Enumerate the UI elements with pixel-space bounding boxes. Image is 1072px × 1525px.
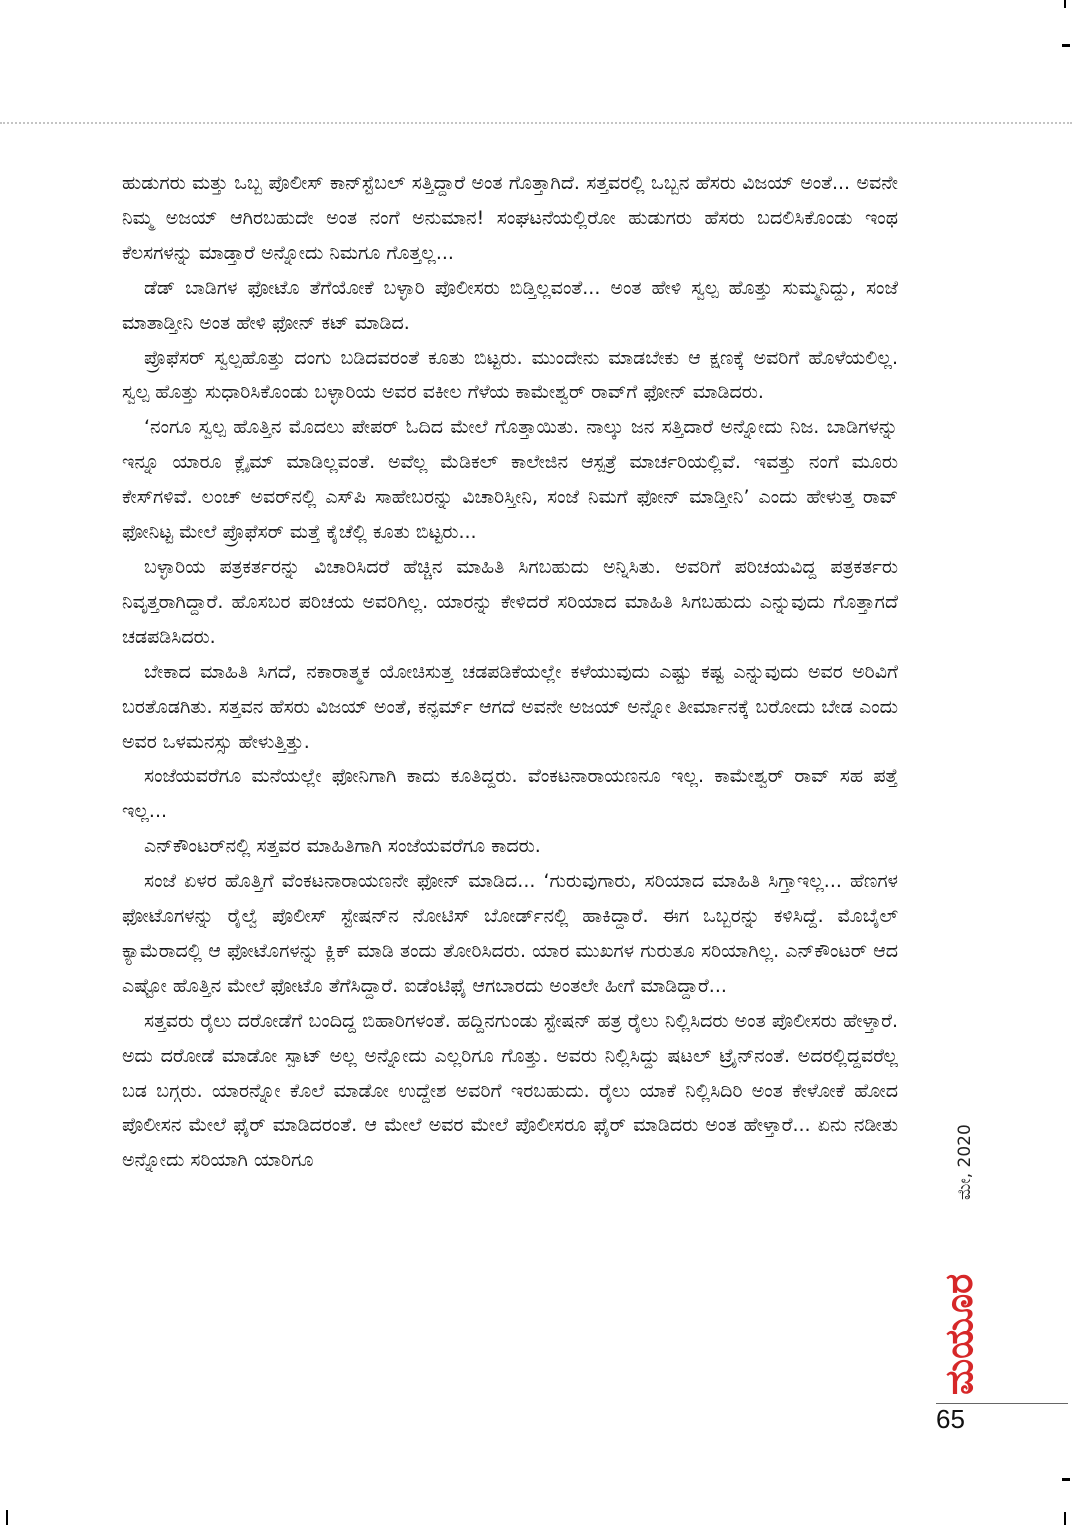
article-paragraph: ಸಂಜೆ ಏಳರ ಹೊತ್ತಿಗೆ ವೆಂಕಟನಾರಾಯಣನೇ ಫೋನ್ ಮಾಡಿದ... ‘ಗುರುವುಗಾರು, ಸರಿಯಾದ ಮಾಹಿತಿ ಸಿಗ್ತಾಇಲ್ಲ... ಹೆಣಗಳ ಫೋಟೊಗಳನ್ನು ರೈಲ್ವೆ ಪೊಲೀಸ್ ಸ್ಟೇಷನ್‌ನ ನೋಟಿಸ್ ಬೋರ್ಡ್‌ನಲ್ಲಿ ಹಾಕಿದ್ದಾರೆ. ಈಗ ಒಬ್ಬರನ್ನು ಕಳಿಸಿದ್ದೆ. ಮೊಬೈಲ್ ಕ್ಯಾಮೆರಾದಲ್ಲಿ ಆ ಫೋಟೊಗಳನ್ನು ಕ್ಲಿಕ್ ಮಾಡಿ ತಂದು ತೋರಿಸಿದರು. ಯಾರ ಮುಖಗಳ ಗುರುತೂ ಸರಿಯಾಗಿಲ್ಲ. ಎನ್‌ಕೌಂಟರ್ ಆದ ಎಷ್ಟೋ ಹೊತ್ತಿನ ಮೇಲೆ ಫೋಟೊ ತೆಗೆಸಿದ್ದಾರೆ. ಐಡೆಂಟಿಫೈ ಆಗಬಾರದು ಅಂತಲೇ ಹೀಗೆ ಮಾಡಿದ್ದಾರೆ... [122, 870, 898, 997]
crop-mark [1062, 44, 1070, 47]
crop-mark [6, 1510, 8, 1525]
article-body [122, 166, 898, 1406]
article-paragraph: ಬೇಕಾದ ಮಾಹಿತಿ ಸಿಗದೆ, ನಕಾರಾತ್ಮಕ ಯೋಚಿಸುತ್ತ ಚಡಪಡಿಕೆಯಲ್ಲೇ ಕಳೆಯುವುದು ಎಷ್ಟು ಕಷ್ಟ ಎನ್ನುವುದು ಅವರ ಅರಿವಿಗೆ ಬರತೊಡಗಿತು. ಸತ್ತವನ ಹೆಸರು ವಿಜಯ್ ಅಂತೆ, ಕನ್ಫರ್ಮ್ ಆಗದೆ ಅವನೇ ಅಜಯ್ ಅನ್ನೋ ತೀರ್ಮಾನಕ್ಕೆ ಬರೋದು ಬೇಡ ಎಂದು ಅವರ ಒಳಮನಸ್ಸು ಹೇಳುತ್ತಿತ್ತು. [122, 660, 898, 753]
page-number: 65 [936, 1404, 965, 1434]
article-paragraph: ಸತ್ತವರು ರೈಲು ದರೋಡೆಗೆ ಬಂದಿದ್ದ ಬಿಹಾರಿಗಳಂತೆ. ಹದ್ದಿನಗುಂಡು ಸ್ಟೇಷನ್ ಹತ್ರ ರೈಲು ನಿಲ್ಲಿಸಿದರು ಅಂತ ಪೊಲೀಸರು ಹೇಳ್ತಾರೆ. ಅದು ದರೋಡೆ ಮಾಡೋ ಸ್ಪಾಟ್ ಅಲ್ಲ ಅನ್ನೋದು ಎಲ್ಲರಿಗೂ ಗೊತ್ತು. ಅವರು ನಿಲ್ಲಿಸಿದ್ದು ಷಟಲ್ ಟ್ರೈನ್‌ನಂತೆ. ಅದರಲ್ಲಿದ್ದವರೆಲ್ಲ ಬಡ ಬಗ್ಗರು. ಯಾರನ್ನೋ ಕೊಲೆ ಮಾಡೋ ಉದ್ದೇಶ ಅವರಿಗೆ ಇರಬಹುದು. ರೈಲು ಯಾಕೆ ನಿಲ್ಲಿಸಿದಿರಿ ಅಂತ ಕೇಳೋಕೆ ಹೋದ ಪೊಲೀಸನ ಮೇಲೆ ಫೈರ್ ಮಾಡಿದರಂತೆ. ಆ ಮೇಲೆ ಅವರ ಮೇಲೆ ಪೊಲೀಸರೂ ಫೈರ್ ಮಾಡಿದರು ಅಂತ ಹೇಳ್ತಾರೆ... ಏನು ನಡೀತು ಅನ್ನೋದು ಸರಿಯಾಗಿ ಯಾರಿಗೂ [122, 1009, 898, 1172]
crop-mark [1064, 0, 1066, 8]
article-paragraph: ಡೆಡ್ ಬಾಡಿಗಳ ಫೋಟೊ ತೆಗೆಯೋಕೆ ಬಳ್ಳಾರಿ ಪೊಲೀಸರು ಬಿಡ್ತಿಲ್ಲವಂತೆ... ಅಂತ ಹೇಳಿ ಸ್ವಲ್ಪ ಹೊತ್ತು ಸುಮ್ಮನಿದ್ದು, ಸಂಜೆ ಮಾತಾಡ್ತೀನಿ ಅಂತ ಹೇಳಿ ಫೋನ್ ಕಟ್ ಮಾಡಿದ. [122, 276, 898, 334]
crop-mark [1064, 1512, 1066, 1525]
issue-date: ಮೇ, 2020 [955, 1124, 975, 1200]
magazine-logo: ಮಯೂರ [937, 1273, 981, 1395]
header-dotted-rule [0, 122, 1072, 124]
article-paragraph: ಪ್ರೊಫೆಸರ್ ಸ್ವಲ್ಪಹೊತ್ತು ದಂಗು ಬಡಿದವರಂತೆ ಕೂತು ಬಿಟ್ಟರು. ಮುಂದೇನು ಮಾಡಬೇಕು ಆ ಕ್ಷಣಕ್ಕೆ ಅವರಿಗೆ ಹೊಳೆಯಲಿಲ್ಲ. ಸ್ವಲ್ಪ ಹೊತ್ತು ಸುಧಾರಿಸಿಕೊಂಡು ಬಳ್ಳಾರಿಯ ಅವರ ವಕೀಲ ಗೆಳೆಯ ಕಾಮೇಶ್ವರ್ ರಾವ್‌ಗೆ ಫೋನ್ ಮಾಡಿದರು. [122, 346, 898, 404]
article-paragraph: ಎನ್‌ಕೌಂಟರ್‌ನಲ್ಲಿ ಸತ್ತವರ ಮಾಹಿತಿಗಾಗಿ ಸಂಜೆಯವರೆಗೂ ಕಾದರು. [144, 835, 541, 858]
article-paragraph: ಬಳ್ಳಾರಿಯ ಪತ್ರಕರ್ತರನ್ನು ವಿಚಾರಿಸಿದರೆ ಹೆಚ್ಚಿನ ಮಾಹಿತಿ ಸಿಗಬಹುದು ಅನ್ನಿಸಿತು. ಅವರಿಗೆ ಪರಿಚಯವಿದ್ದ ಪತ್ರಕರ್ತರು ನಿವೃತ್ತರಾಗಿದ್ದಾರೆ. ಹೊಸಬರ ಪರಿಚಯ ಅವರಿಗಿಲ್ಲ. ಯಾರನ್ನು ಕೇಳಿದರೆ ಸರಿಯಾದ ಮಾಹಿತಿ ಸಿಗಬಹುದು ಎನ್ನುವುದು ಗೊತ್ತಾಗದೆ ಚಡಪಡಿಸಿದರು. [122, 555, 898, 648]
article-paragraph: ಸಂಜೆಯವರೆಗೂ ಮನೆಯಲ್ಲೇ ಫೋನಿಗಾಗಿ ಕಾದು ಕೂತಿದ್ದರು. ವೆಂಕಟನಾರಾಯಣನೂ ಇಲ್ಲ. ಕಾಮೇಶ್ವರ್ ರಾವ್ ಸಹ ಪತ್ತೆ ಇಲ್ಲ... [122, 765, 898, 823]
article-paragraph: ಹುಡುಗರು ಮತ್ತು ಒಬ್ಬ ಪೊಲೀಸ್ ಕಾನ್‌ಸ್ಟೆಬಲ್ ಸತ್ತಿದ್ದಾರೆ ಅಂತ ಗೊತ್ತಾಗಿದೆ. ಸತ್ತವರಲ್ಲಿ ಒಬ್ಬನ ಹೆಸರು ವಿಜಯ್ ಅಂತೆ... ಅವನೇ ನಿಮ್ಮ ಅಜಯ್ ಆಗಿರಬಹುದೇ ಅಂತ ನಂಗೆ ಅನುಮಾನ! ಸಂಘಟನೆಯಲ್ಲಿರೋ ಹುಡುಗರು ಹೆಸರು ಬದಲಿಸಿಕೊಂಡು ಇಂಥ ಕೆಲಸಗಳನ್ನು ಮಾಡ್ತಾರೆ ಅನ್ನೋದು ನಿಮಗೂ ಗೊತ್ತಲ್ಲ... [122, 172, 898, 264]
crop-mark [1062, 1478, 1070, 1481]
article-paragraph: ‘ನಂಗೂ ಸ್ವಲ್ಪ ಹೊತ್ತಿನ ಮೊದಲು ಪೇಪರ್ ಓದಿದ ಮೇಲೆ ಗೊತ್ತಾಯಿತು. ನಾಲ್ಕು ಜನ ಸತ್ತಿದಾರೆ ಅನ್ನೋದು ನಿಜ. ಬಾಡಿಗಳನ್ನು ಇನ್ನೂ ಯಾರೂ ಕ್ಲೈಮ್ ಮಾಡಿಲ್ಲವಂತೆ. ಅವೆಲ್ಲ ಮೆಡಿಕಲ್ ಕಾಲೇಜಿನ ಆಸ್ಪತ್ರೆ ಮಾರ್ಚರಿಯಲ್ಲಿವೆ. ಇವತ್ತು ನಂಗೆ ಮೂರು ಕೇಸ್‌ಗಳಿವೆ. ಲಂಚ್ ಅವರ್‌ನಲ್ಲಿ ಎಸ್‌ಪಿ ಸಾಹೇಬರನ್ನು ವಿಚಾರಿಸ್ತೀನಿ, ಸಂಜೆ ನಿಮಗೆ ಫೋನ್ ಮಾಡ್ತೀನಿ’ ಎಂದು ಹೇಳುತ್ತ ರಾವ್ ಫೋನಿಟ್ಟ ಮೇಲೆ ಪ್ರೊಫೆಸರ್ ಮತ್ತೆ ಕೈಚೆಲ್ಲಿ ಕೂತು ಬಿಟ್ಟರು... [122, 416, 898, 544]
